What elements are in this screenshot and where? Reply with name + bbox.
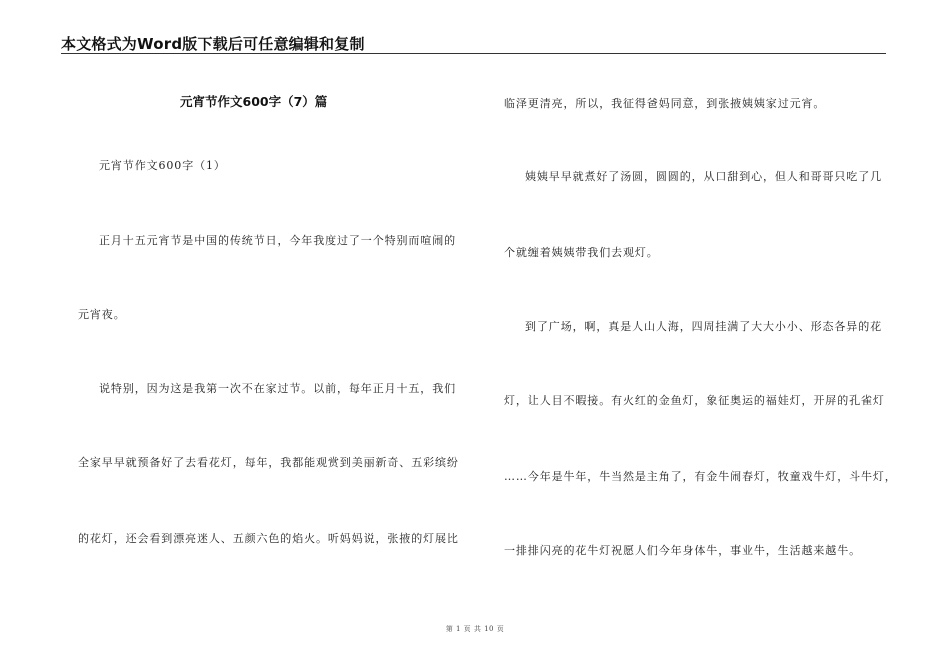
page-number-footer: 第 1 页 共 10 页 bbox=[445, 625, 505, 633]
text-line: 姨姨早早就煮好了汤圆，圆圆的，从口甜到心，但人和哥哥只吃了几 bbox=[525, 170, 882, 183]
text-line: 全家早早就预备好了去看花灯，每年，我都能观赏到美丽新奇、五彩缤纷 bbox=[78, 456, 459, 469]
page-header-title: 本文格式为Word版下载后可任意编辑和复制 bbox=[61, 35, 365, 53]
text-line: 正月十五元宵节是中国的传统节日，今年我度过了一个特别而喧闹的 bbox=[99, 234, 456, 247]
text-line: 临泽更清亮，所以，我征得爸妈同意，到张掖姨姨家过元宵。 bbox=[504, 97, 826, 110]
text-line: 个就缠着姨姨带我们去观灯。 bbox=[504, 246, 659, 259]
header-divider bbox=[61, 53, 886, 54]
document-heading: 元宵节作文600字（7）篇 bbox=[180, 94, 328, 109]
subheading: 元宵节作文600字（1） bbox=[99, 159, 226, 172]
text-line: ……今年是牛年，牛当然是主角了，有金牛闹春灯，牧童戏牛灯，斗牛灯， bbox=[504, 470, 897, 483]
text-line: 一排排闪亮的花牛灯祝愿人们今年身体牛，事业牛，生活越来越牛。 bbox=[504, 544, 861, 557]
text-line: 元宵夜。 bbox=[78, 308, 126, 321]
text-line: 说特别，因为这是我第一次不在家过节。以前，每年正月十五，我们 bbox=[99, 382, 456, 395]
text-line: 的花灯，还会看到漂亮迷人、五颜六色的焰火。听妈妈说，张掖的灯展比 bbox=[78, 532, 459, 545]
text-line: 灯，让人目不暇接。有火红的金鱼灯，象征奥运的福娃灯，开屏的孔雀灯 bbox=[504, 394, 885, 407]
text-line: 到了广场，啊，真是人山人海，四周挂满了大大小小、形态各异的花 bbox=[525, 320, 882, 333]
